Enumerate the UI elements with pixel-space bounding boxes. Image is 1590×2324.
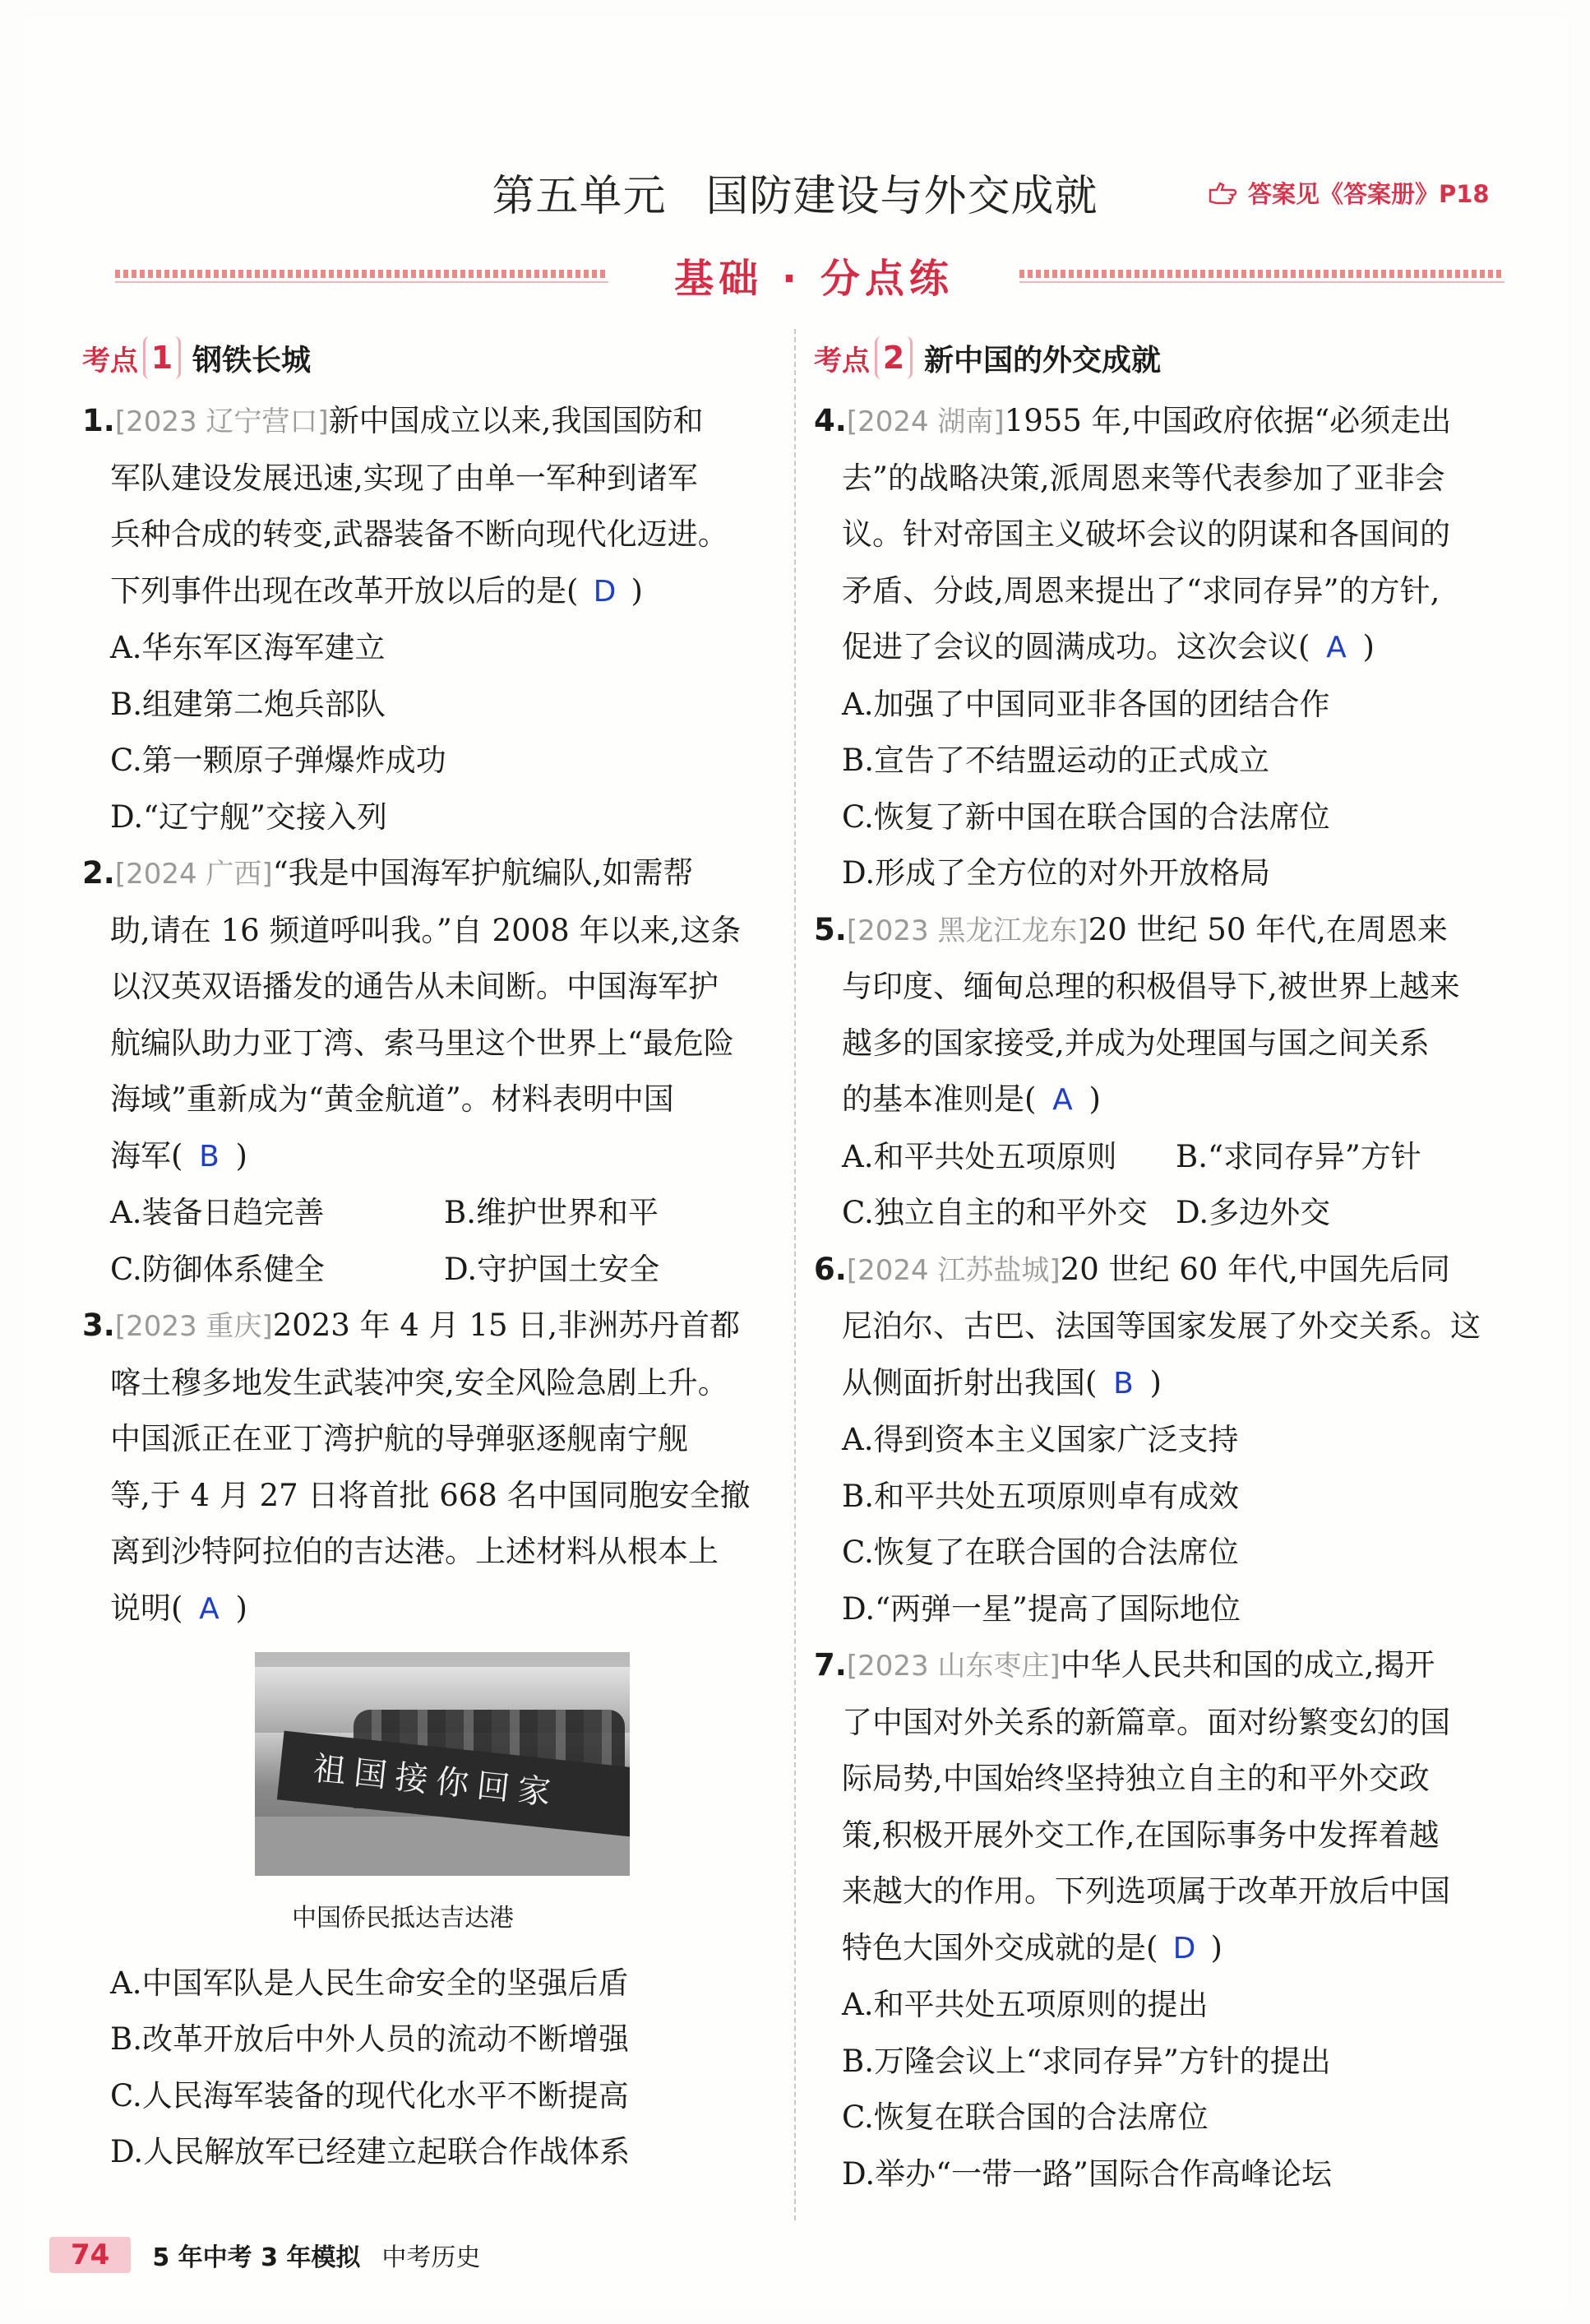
question-text: 助,请在 16 频道呼叫我。”自 2008 年以来,这条 [110,912,742,948]
answer-bracket: ( D ) [1146,1930,1223,1965]
question-4 [814,393,1504,902]
option: B.万隆会议上“求同存异”方针的提出 [842,2043,1331,2079]
question-text: 矛盾、分歧,周恩来提出了“求同存异”的方针, [842,572,1440,609]
answer-reference [1209,176,1490,210]
question-source: [2023 重庆] [114,1310,273,1343]
footer [49,2237,480,2273]
option: B.改革开放后中外人员的流动不断增强 [110,2021,629,2057]
question-text: 等,于 4 月 27 日将首批 668 名中国同胞安全撤 [110,1477,751,1513]
question-6 [814,1242,1504,1638]
question-7 [814,1637,1504,2202]
answer-mark: A [1052,1083,1073,1117]
question-source: [2023 黑龙江龙东] [846,914,1089,947]
option: D.守护国土安全 [444,1251,660,1287]
answer-mark: D [593,574,617,609]
question-3 [82,1298,773,2181]
answer-bracket: ( A ) [171,1590,247,1626]
question-number: 3. [82,1308,115,1343]
question-text: 中华人民共和国的成立,揭开 [1060,1647,1435,1683]
option: C.独立自主的和平外交 [842,1195,1148,1230]
divider [115,281,608,283]
column-divider [794,329,796,2220]
question-text: 际局势,中国始终坚持独立自主的和平外交政 [842,1761,1430,1796]
question-text: 2023 年 4 月 15 日,非洲苏丹首都 [272,1308,741,1343]
subject-label: 中考历史 [381,2243,481,2272]
answer-bracket: ( A ) [1024,1081,1101,1117]
question-number: 4. [814,403,847,438]
option: C.恢复了在联合国的合法席位 [842,1535,1239,1570]
kaodian-1-heading [82,329,773,387]
question-text: 中国派正在亚丁湾护航的导弹驱逐舰南宁舰 [110,1421,688,1456]
question-source: [2023 辽宁营口] [114,405,329,438]
book-title: 5 年中考 3 年模拟 [152,2243,361,2272]
option: D.“辽宁舰”交接入列 [110,799,387,835]
option: D.多边外交 [1176,1195,1331,1230]
pointing-hand-icon [1209,182,1241,205]
question-text: “我是中国海军护航编队,如需帮 [272,855,694,891]
question-source: [2024 湖南] [846,405,1005,438]
kaodian-tag: 考点 [82,344,138,377]
question-text: 兵种合成的转变,武器装备不断向现代化迈进。 [110,516,728,552]
option: A.得到资本主义国家广泛支持 [842,1422,1239,1457]
question-2 [82,845,773,1298]
question-1 [82,393,773,845]
question-text: 20 世纪 60 年代,中国先后同 [1060,1251,1450,1287]
option: C.人民海军装备的现代化水平不断提高 [110,2077,629,2113]
question-text: 越多的国家接受,并成为处理国与国之间关系 [842,1025,1430,1061]
option: D.人民解放军已经建立起联合作战体系 [110,2134,631,2169]
question-text: 来越大的作用。下列选项属于改革开放后中国 [842,1873,1450,1909]
question-text: 策,积极开展外交工作,在国际事务中发挥着越 [842,1817,1440,1853]
option: B.“求同存异”方针 [1176,1138,1421,1174]
kaodian-tag: 考点 [814,344,870,377]
question-text: 喀土穆多地发生武装冲突,安全风险急剧上升。 [110,1364,728,1400]
question-text: 从侧面折射出我国 [842,1364,1085,1400]
option: B.组建第二炮兵部队 [110,686,386,722]
answer-bracket: ( D ) [566,573,643,609]
option: A.华东军区海军建立 [110,630,386,665]
photo-banner: 祖国接你回家 [277,1731,630,1840]
question-source: [2023 山东枣庄] [846,1650,1061,1683]
evacuation-photo [255,1652,630,1876]
question-number: 7. [814,1647,847,1683]
option: C.恢复在联合国的合法席位 [842,2099,1209,2135]
page-number: 74 [49,2237,131,2273]
question-text: 去”的战略决策,派周恩来等代表参加了亚非会 [842,460,1445,496]
option: D.“两弹一星”提高了国际地位 [842,1590,1241,1627]
photo-caption: 中国侨民抵达吉达港 [292,1904,514,1933]
option: A.和平共处五项原则 [842,1138,1117,1174]
kaodian-2-heading [814,329,1504,387]
question-text: 了中国对外关系的新篇章。面对纷繁变幻的国 [842,1704,1450,1740]
option: D.举办“一带一路”国际合作高峰论坛 [842,2155,1332,2192]
answer-mark: B [1113,1366,1134,1400]
unit-label: 第五单元 [492,172,667,221]
unit-title-text: 国防建设与外交成就 [705,172,1098,221]
section-band [115,247,1504,302]
left-column [82,329,773,2181]
question-number: 5. [814,911,847,947]
answer-mark: D [1172,1931,1196,1965]
option: A.和平共处五项原则的提出 [842,1987,1209,2022]
question-text: 军队建设发展迅速,实现了由单一军种到诸军 [110,460,698,496]
kaodian-number: 1 [143,336,181,379]
question-text: 说明 [110,1590,171,1626]
kaodian-title: 新中国的外交成就 [924,343,1162,377]
question-text: 1955 年,中国政府依据“必须走出 [1004,403,1452,438]
question-text: 海军 [110,1137,171,1174]
question-5 [814,902,1504,1242]
question-number: 6. [814,1251,847,1287]
divider [1019,281,1504,283]
question-text: 特色大国外交成就的是 [842,1929,1146,1965]
option: B.宣告了不结盟运动的正式成立 [842,743,1269,778]
question-text: 以汉英双语播发的通告从未间断。中国海军护 [110,969,719,1004]
answer-mark: A [199,1591,220,1626]
kaodian-number: 2 [875,336,913,379]
question-number: 2. [82,855,115,891]
answer-mark: B [199,1139,220,1174]
question-text: 议。针对帝国主义破坏会议的阴谋和各国间的 [842,516,1450,552]
question-text: 与印度、缅甸总理的积极倡导下,被世界上越来 [842,969,1460,1004]
question-number: 1. [82,403,115,438]
answer-bracket: ( B ) [1085,1365,1162,1400]
option: A.中国军队是人民生命安全的坚强后盾 [110,1965,629,2001]
option: B.维护世界和平 [444,1195,659,1230]
option: D.形成了全方位的对外开放格局 [842,855,1271,891]
right-column [814,329,1504,2202]
answer-mark: A [1326,631,1347,664]
answer-reference-text: 答案见《答案册》P18 [1248,180,1490,208]
answer-bracket: ( B ) [171,1138,247,1174]
divider [1019,270,1504,278]
answer-bracket: ( A ) [1298,629,1375,664]
question-source: [2024 江苏盐城] [846,1253,1061,1287]
section-heading: 基础 · 分点练 [674,256,954,302]
question-text: 海域”重新成为“黄金航道”。材料表明中国 [110,1081,674,1117]
question-source: [2024 广西] [114,858,273,891]
question-text: 离到沙特阿拉伯的吉达港。上述材料从根本上 [110,1534,719,1569]
question-text: 航编队助力亚丁湾、索马里这个世界上“最危险 [110,1025,734,1061]
option: B.和平共处五项原则卓有成效 [842,1478,1239,1514]
question-text: 新中国成立以来,我国国防和 [328,403,704,438]
divider [115,270,608,278]
option: A.装备日趋完善 [110,1195,325,1230]
option: C.防御体系健全 [110,1251,325,1287]
question-text: 下列事件出现在改革开放以后的是 [110,572,566,609]
option: A.加强了中国同亚非各国的团结合作 [842,686,1330,722]
option: C.第一颗原子弹爆炸成功 [110,743,446,778]
question-text: 20 世纪 50 年代,在周恩来 [1088,911,1448,947]
question-text: 尼泊尔、古巴、法国等国家发展了外交关系。这 [842,1308,1481,1344]
kaodian-title: 钢铁长城 [192,343,312,377]
question-text: 促进了会议的圆满成功。这次会议 [842,629,1298,664]
question-text: 的基本准则是 [842,1081,1024,1117]
option: C.恢复了新中国在联合国的合法席位 [842,799,1330,835]
